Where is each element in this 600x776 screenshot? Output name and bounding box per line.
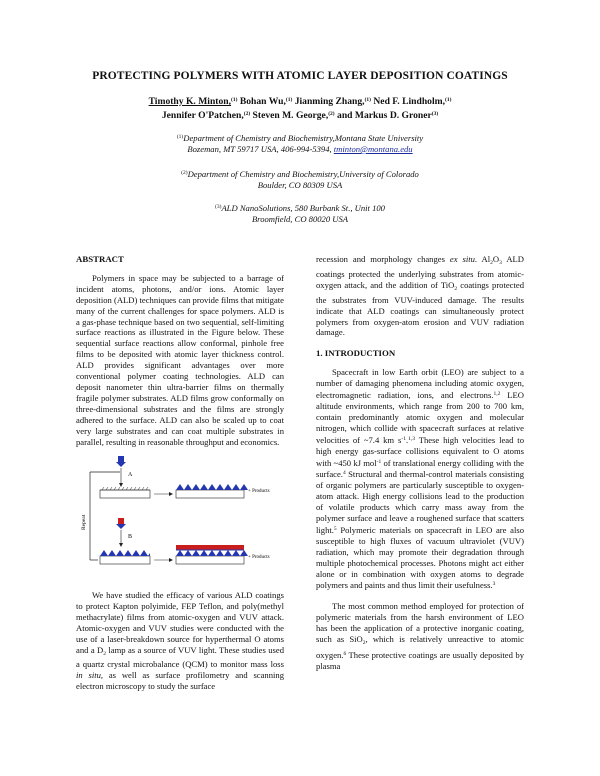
email-link[interactable]: tminton@montana.edu — [333, 144, 413, 154]
affiliation-address: Bozeman, MT 59717 USA, 406-994-5394, — [187, 144, 334, 154]
affiliation-line: ALD NanoSolutions, 580 Burbank St., Unit 100 — [221, 203, 385, 213]
author-wu: Bohan Wu, — [237, 96, 286, 107]
author-george: Steven M. George, — [250, 110, 329, 121]
abstract-heading: ABSTRACT — [76, 254, 124, 264]
author-opatchen: Jennifer O'Patchen, — [161, 110, 244, 121]
step-a-label: A — [128, 472, 133, 478]
products-label-1: + Products — [248, 489, 270, 494]
substrate-3 — [100, 556, 150, 564]
affiliation-1 — [0, 132, 600, 155]
affil-mark: (1) — [285, 97, 293, 103]
affiliation-address: Boulder, CO 80309 USA — [257, 180, 343, 190]
right-column — [316, 254, 524, 672]
authors-line-2 — [0, 108, 600, 122]
precursor-a-icon — [116, 456, 126, 467]
abstract-bottom — [76, 590, 284, 692]
ald-diagram — [76, 452, 284, 582]
abstract-paragraph-1: Polymers in space may be subjected to a barrage of incident atoms, photons, and/or ions. Atomic layer deposition (ALD) techniques can provide films that mitigate many of the current challenges for space polymers. ALD is a gas-phase technique based on two sequential, self-limiting surface reactions as illustrated in the Figure below. These sequential surface reactions allow conformal, pinhole free films to be deposited with atomic layer thickness control. ALD provides significant advantages over more conventional polymer coating technologies. ALD can deposit nanometer thin ultra-barrier films on thermally fragile polymer substrates. ALD films grow conformally on three-dimensional substrates and the films are strongly adhered to the surface. ALD can also be scaled up to coat very large substrates and can coat multiple substrates in parallel, resulting in reasonable throughput and economics. — [76, 272, 284, 447]
abstract-continuation: recession and morphology changes ex situ. $Al_2O_3$ ALD coatings protected the underlying substrates from atomic-oxygen attack, and the addition of TiO$_2$ coatings protected the substrates from VUV-induced damage. The results indicate that ALD coatings can simultaneously protect polymers from oxygen-atom erosion and VUV radiation damage. — [316, 254, 524, 338]
substrate-1 — [100, 490, 150, 498]
affil-mark: (1) — [176, 134, 184, 140]
precursor-b-icon — [116, 518, 126, 529]
affiliation-line: Department of Chemistry and Biochemistry,Montana State University — [183, 133, 424, 143]
affiliation-address: Broomfield, CO 80020 USA — [251, 214, 349, 224]
red-layer — [176, 545, 244, 550]
affil-mark: (1) — [445, 97, 452, 103]
affil-mark: (1) — [364, 97, 371, 103]
affiliation-3 — [0, 202, 600, 225]
author-lindholm: Ned F. Lindholm, — [370, 96, 446, 107]
authors-line-1 — [0, 94, 600, 108]
affil-mark: (2) — [181, 170, 188, 176]
blue-layer-2 — [176, 550, 248, 556]
introduction-heading: 1. INTRODUCTION — [316, 348, 396, 359]
paper-title: PROTECTING POLYMERS WITH ATOMIC LAYER DEPOSITION COATINGS — [92, 70, 508, 82]
abstract-paragraph-2: We have studied the efficacy of various ALD coatings to protect Kapton polyimide, FEP Teflon, and poly(methyl methacrylate) films from atomic-oxygen and VUV attack. Atomic-oxygen and VUV studies were conducted with the use of a laser-breakdown source for hyperthermal O atoms and a $D_2$ lamp as a source of VUV light. These studies used a quartz crystal microbalance (QCM) to monitor mass loss in situ, as well as surface profilometry and scanning electron microscopy to study the surface — [76, 590, 284, 692]
affil-mark: (3) — [431, 111, 439, 117]
ald-figure — [76, 452, 284, 582]
affil-mark: (3) — [215, 204, 222, 210]
affil-mark: (1) — [231, 97, 238, 103]
author-groner: and Markus D. Groner — [334, 110, 432, 121]
author-list — [0, 94, 600, 122]
repeat-label: Repeat — [81, 514, 87, 530]
products-label-2: + Products — [248, 555, 270, 560]
substrate-4 — [176, 556, 244, 564]
abstract-top — [76, 254, 284, 447]
affil-mark: (2) — [243, 111, 251, 117]
author-minton: Timothy K. Minton, — [148, 96, 232, 107]
affiliation-line: Department of Chemistry and Biochemistry,University of Colorado — [187, 169, 419, 179]
introduction-paragraph-1: Spacecraft in low Earth orbit (LEO) are subject to a number of damaging phenomena including atomic oxygen, electromagnetic radiation, ions, and electrons.$^{1,2}$ LEO altitude environments, which range from 200 to 700 km, contain predominantly atomic oxygen and molecular nitrogen, which collide with spacecraft surfaces at relative velocities of ~7.4 km $s^{-1}.^{1,3}$ These high velocities lead to high energy gas-surface collisions equivalent to O atoms with ~450 kJ mol$^{-1}$ of translational energy colliding with the surface.$^4$ Structural and thermal-control materials consisting of organic polymers are particularly susceptible to oxygen-atom attack. High energy collisions lead to the production of volatile products which carry mass away from the polymer surface and leave a roughened surface that scatters light.$^5$ Polymeric materials on spacecraft in LEO are also susceptible to high fluxes of vacuum ultraviolet (VUV) radiation, which may promote their degradation through multiple photochemical processes. Photons might act either alone or in combination with oxygen atoms to degrade polymers and paints and thus limit their usefulness.$^3$ — [316, 367, 524, 591]
step-b-label: B — [128, 534, 133, 540]
blue-layer — [176, 484, 248, 490]
affiliation-2 — [0, 168, 600, 191]
substrate-2 — [176, 490, 244, 498]
author-zhang: Jianming Zhang, — [292, 96, 365, 107]
affil-mark: (2) — [328, 111, 335, 117]
introduction-paragraph-2: The most common method employed for protection of polymeric materials from the harsh environment of LEO has been the application of a protective inorganic coating, such as SiO$_2$, which is relatively unreactive to atomic oxygen.$^6$ These protective coatings are usually deposited by plasma — [316, 601, 524, 671]
